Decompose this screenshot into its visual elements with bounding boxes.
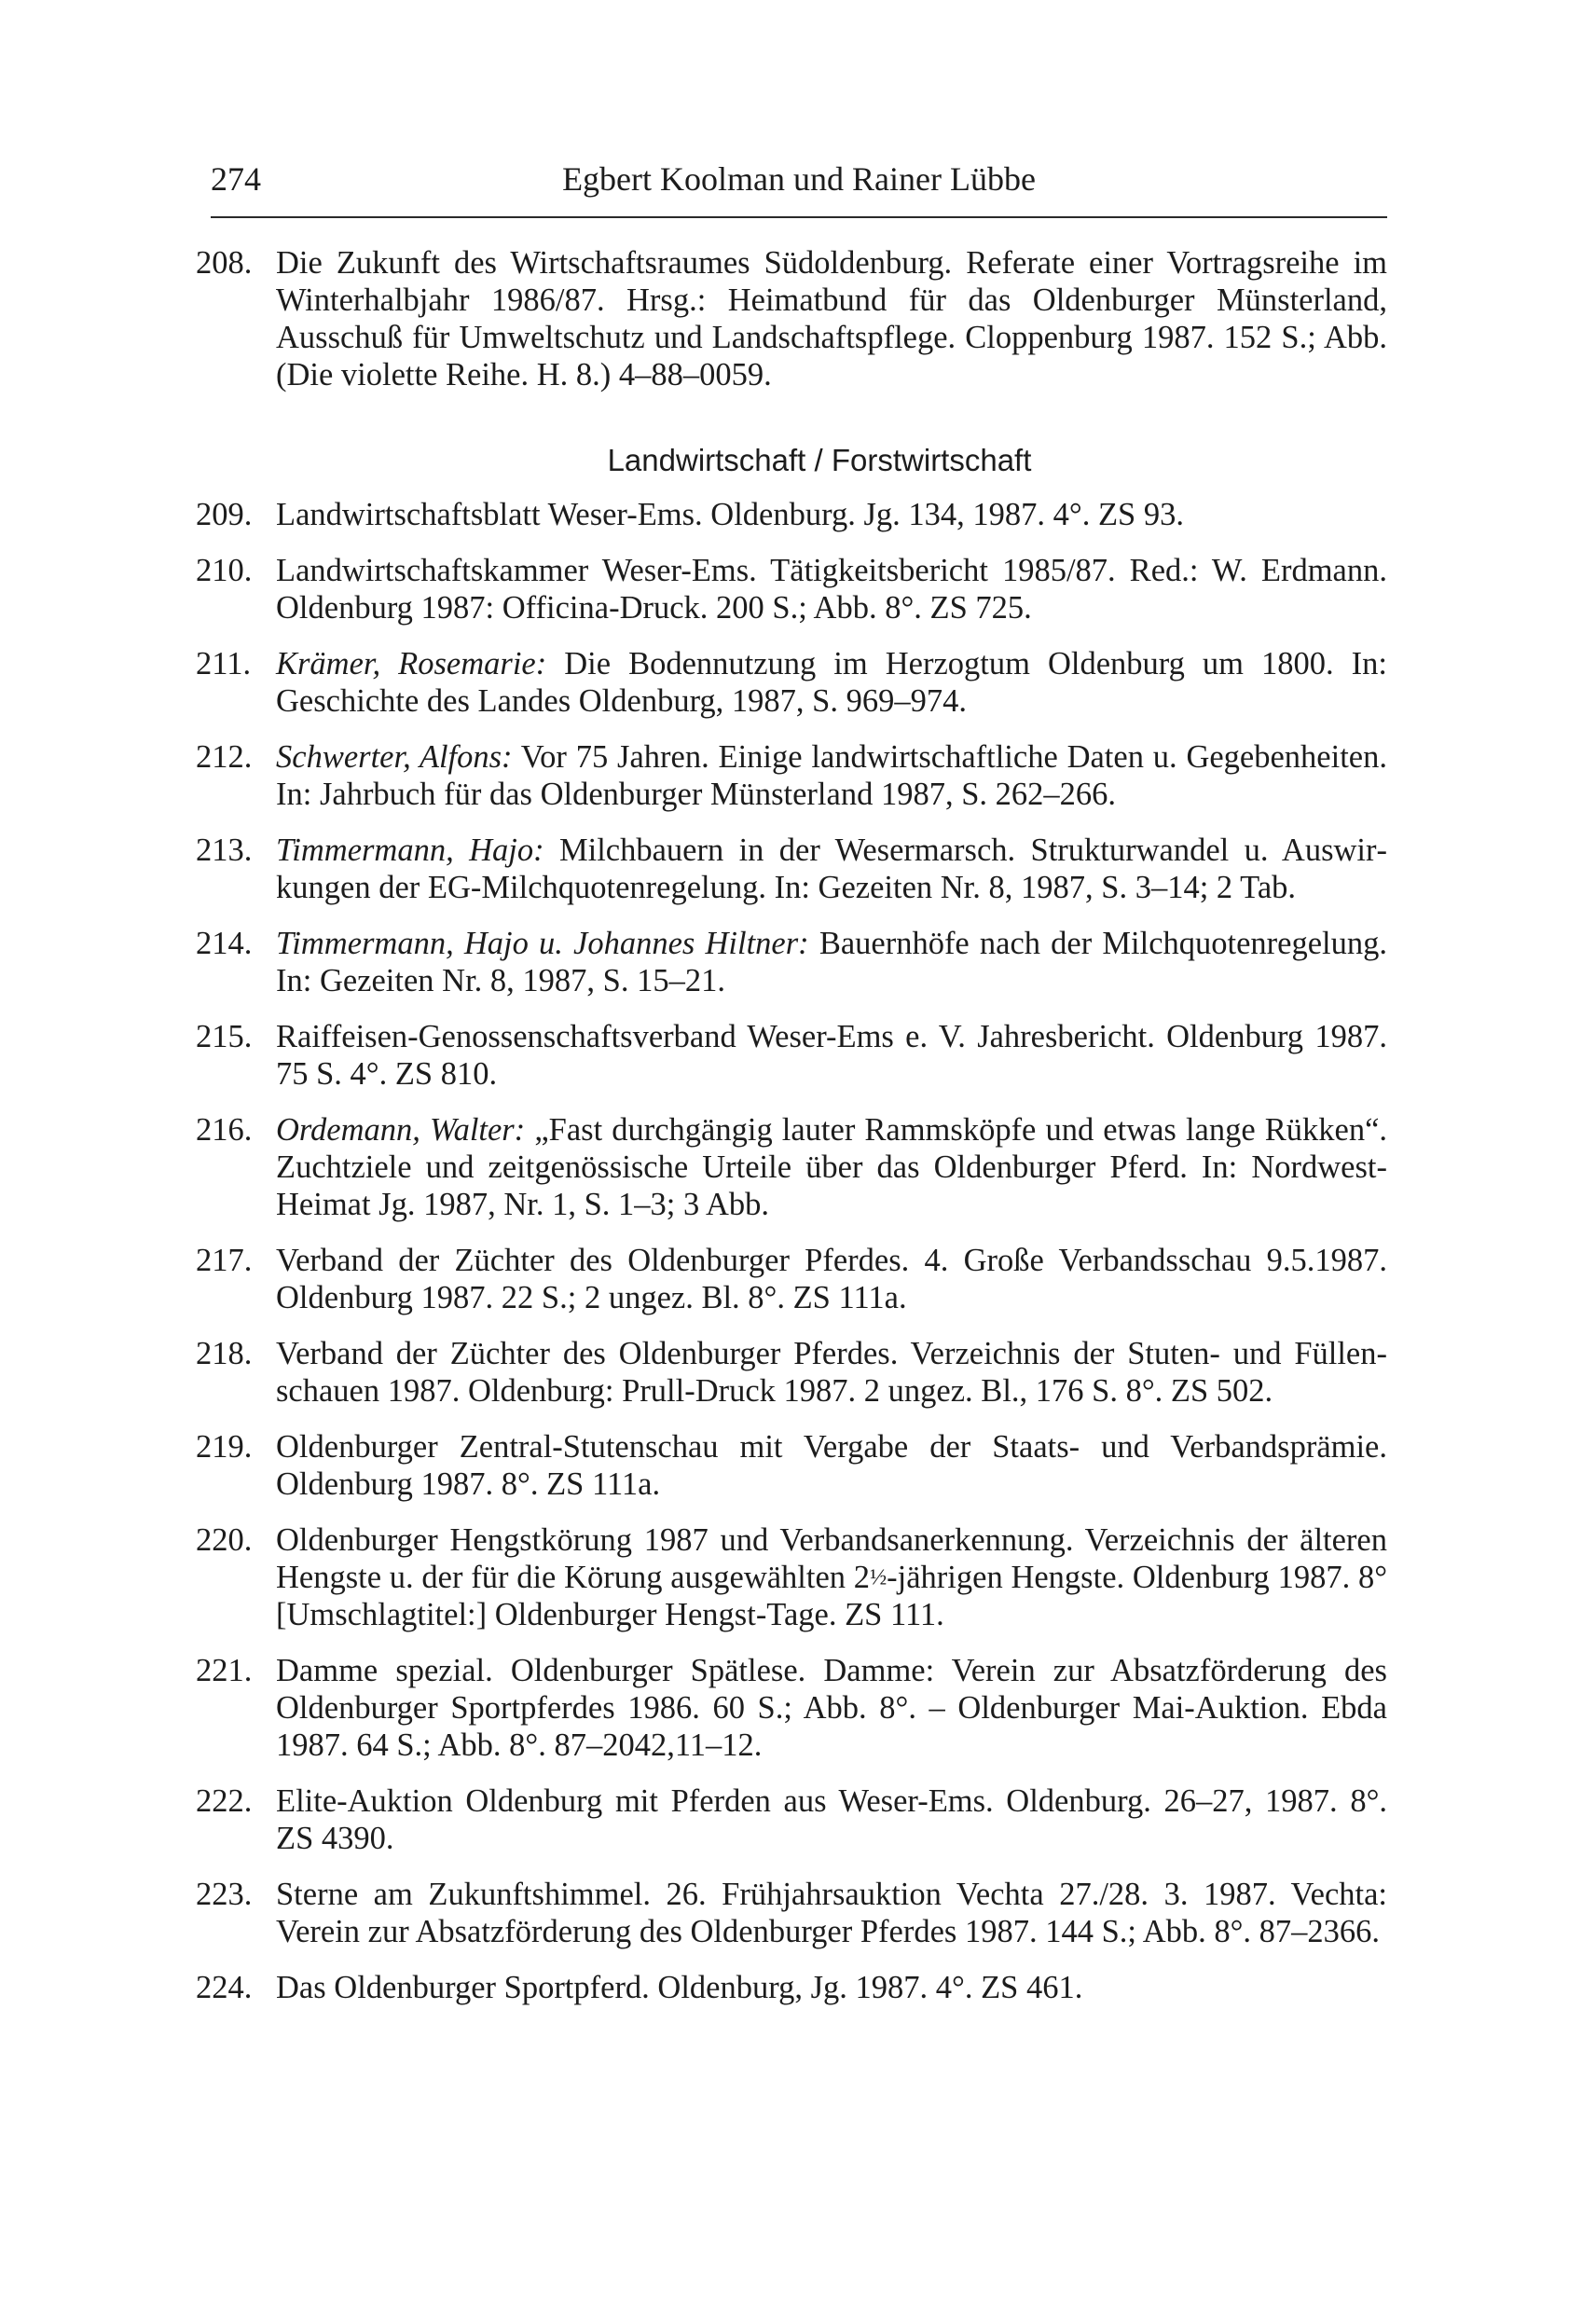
- entry-text: Die Bodennutzung im Herzogtum Oldenburg um 1800. In: Geschichte des Landes Oldenburg, 1987, S. 969–974.: [276, 646, 1387, 719]
- entry-219: [196, 1428, 1387, 1503]
- bibliography-body: [196, 244, 1387, 2006]
- entry-text: Landwirtschaftsblatt Weser-Ems. Oldenburg. Jg. 134, 1987. 4°. ZS 93.: [276, 497, 1184, 532]
- entry-217: [196, 1242, 1387, 1316]
- entry-number: 218.: [196, 1336, 253, 1371]
- entry-number: 211.: [196, 646, 252, 681]
- entry-text: Elite-Auktion Oldenburg mit Pferden aus Weser-Ems. Oldenburg. 26–27, 1987. 8°. ZS 4390.: [276, 1783, 1387, 1857]
- entry-number: 209.: [196, 497, 253, 532]
- entry-number: 208.: [196, 245, 253, 281]
- entry-number: 215.: [196, 1019, 253, 1054]
- entry-216: [196, 1111, 1387, 1223]
- entry-author: Ordemann, Walter:: [276, 1112, 526, 1148]
- entry-text: Oldenburger Hengstkörung 1987 und Verbandsanerkennung. Verzeichnis der älteren Hengste u. der für die Körung ausgewählten 2: [276, 1522, 1387, 1595]
- entry-author: Schwerter, Alfons:: [276, 739, 513, 775]
- entry-220: [196, 1521, 1387, 1633]
- entry-text: Oldenburger Zentral-Stutenschau mit Vergabe der Staats- und Verbandsprämie. Oldenburg 1987. 8°. ZS 111a.: [276, 1429, 1387, 1502]
- entry-214: [196, 925, 1387, 999]
- entry-209: [196, 496, 1387, 533]
- entry-212: [196, 738, 1387, 813]
- entry-text: Milchbauern in der Wesermarsch. Strukturwandel u. Auswirkungen der EG-Milchquotenregelung. In: Gezeiten Nr. 8, 1987, S. 3–14; 2 Tab.: [276, 833, 1388, 905]
- entry-author: Timmermann, Hajo:: [276, 833, 544, 868]
- entry-text: „Fast durchgängig lauter Rammsköpfe und etwas lange Rükken“. Zuchtziele und zeitgenössische Urteile über das Oldenburger Pferd. In: Nordwest-Heimat Jg. 1987, Nr. 1, S. 1–3; 3 Abb.: [276, 1112, 1388, 1222]
- entry-221: [196, 1652, 1387, 1764]
- entry-author: Krämer, Rosemarie:: [276, 646, 547, 681]
- entry-number: 212.: [196, 739, 253, 775]
- entry-number: 223.: [196, 1877, 253, 1913]
- entry-text: Bauernhöfe nach der Milchquotenregelung. In: Gezeiten Nr. 8, 1987, S. 15–21.: [276, 926, 1387, 998]
- entry-text: Damme spezial. Oldenburger Spätlese. Damme: Verein zur Absatzförderung des Oldenburger Sportpferdes 1986. 60 S.; Abb. 8°. – Oldenburger Mai-Auktion. Ebda 1987. 64 S.; Abb. 8°. 87–2042,11–12.: [276, 1653, 1387, 1764]
- entry-number: 210.: [196, 553, 253, 588]
- entry-text-continued: -jährigen Hengste. Oldenburg 1987. 8° [Umschlagtitel:] Oldenburger Hengst-Tage. ZS 111.: [276, 1560, 1387, 1633]
- entry-number: 219.: [196, 1429, 253, 1465]
- entry-text: Raiffeisen-Genossenschaftsverband Weser-Ems e. V. Jahresbericht. Oldenburg 1987. 75 S. 4°. ZS 810.: [276, 1019, 1387, 1092]
- entry-218: [196, 1335, 1387, 1410]
- section-heading: Landwirtschaft / Forstwirtschaft: [607, 443, 1032, 477]
- entry-text: Vor 75 Jahren. Einige landwirtschaftliche Daten u. Gegebenheiten. In: Jahrbuch für das Oldenburger Münsterland 1987, S. 262–266.: [276, 739, 1387, 812]
- entry-number: 217.: [196, 1243, 253, 1278]
- entry-author: Timmermann, Hajo u. Johannes Hiltner:: [276, 926, 809, 961]
- entry-fraction: ½: [870, 1564, 887, 1590]
- entry-text: Die Zukunft des Wirtschaftsraumes Südoldenburg. Referate einer Vortragsreihe im Winterhalbjahr 1986/87. Hrsg.: Heimatbund für das Oldenburger Münsterland, Ausschuß für Umweltschutz und Landschaftspflege. Cloppenburg 1987. 152 S.; Abb. (Die violette Reihe. H. 8.) 4–88–0059.: [276, 245, 1387, 392]
- header-authors: Egbert Koolman und Rainer Lübbe: [562, 160, 1036, 198]
- entry-number: 214.: [196, 926, 253, 961]
- header-rule: [211, 216, 1387, 218]
- entry-211: [196, 645, 1387, 720]
- entry-224: [196, 1969, 1387, 2006]
- entry-215: [196, 1018, 1387, 1093]
- entry-223: [196, 1876, 1387, 1950]
- entry-222: [196, 1782, 1387, 1857]
- entry-number: 221.: [196, 1653, 253, 1689]
- entry-text: Verband der Züchter des Oldenburger Pferdes. Verzeichnis der Stuten- und Füllenschauen 1987. Oldenburg: Prull-Druck 1987. 2 ungez. Bl., 176 S. 8°. ZS 502.: [276, 1336, 1387, 1409]
- entry-208: [196, 244, 1387, 393]
- entry-213: [196, 832, 1387, 906]
- entry-number: 224.: [196, 1970, 253, 2006]
- entry-text: Landwirtschaftskammer Weser-Ems. Tätigkeitsbericht 1985/87. Red.: W. Erdmann. Oldenburg 1987: Officina-Druck. 200 S.; Abb. 8°. ZS 725.: [276, 553, 1387, 626]
- running-head: [211, 155, 1387, 203]
- entry-text: Das Oldenburger Sportpferd. Oldenburg, Jg. 1987. 4°. ZS 461.: [276, 1970, 1083, 2006]
- entry-text: Verband der Züchter des Oldenburger Pferdes. 4. Große Verbandsschau 9.5.1987. Oldenburg 1987. 22 S.; 2 ungez. Bl. 8°. ZS 111a.: [276, 1243, 1387, 1315]
- entry-number: 220.: [196, 1522, 253, 1558]
- entry-210: [196, 552, 1387, 626]
- entry-text: Sterne am Zukunftshimmel. 26. Frühjahrsauktion Vechta 27./28. 3. 1987. Vechta: Verein zur Absatzförderung des Oldenburger Pferdes 1987. 144 S.; Abb. 8°. 87–2366.: [276, 1877, 1387, 1950]
- entry-number: 222.: [196, 1783, 253, 1820]
- entry-number: 213.: [196, 833, 253, 868]
- entry-number: 216.: [196, 1112, 253, 1148]
- page-number: 274: [211, 160, 261, 198]
